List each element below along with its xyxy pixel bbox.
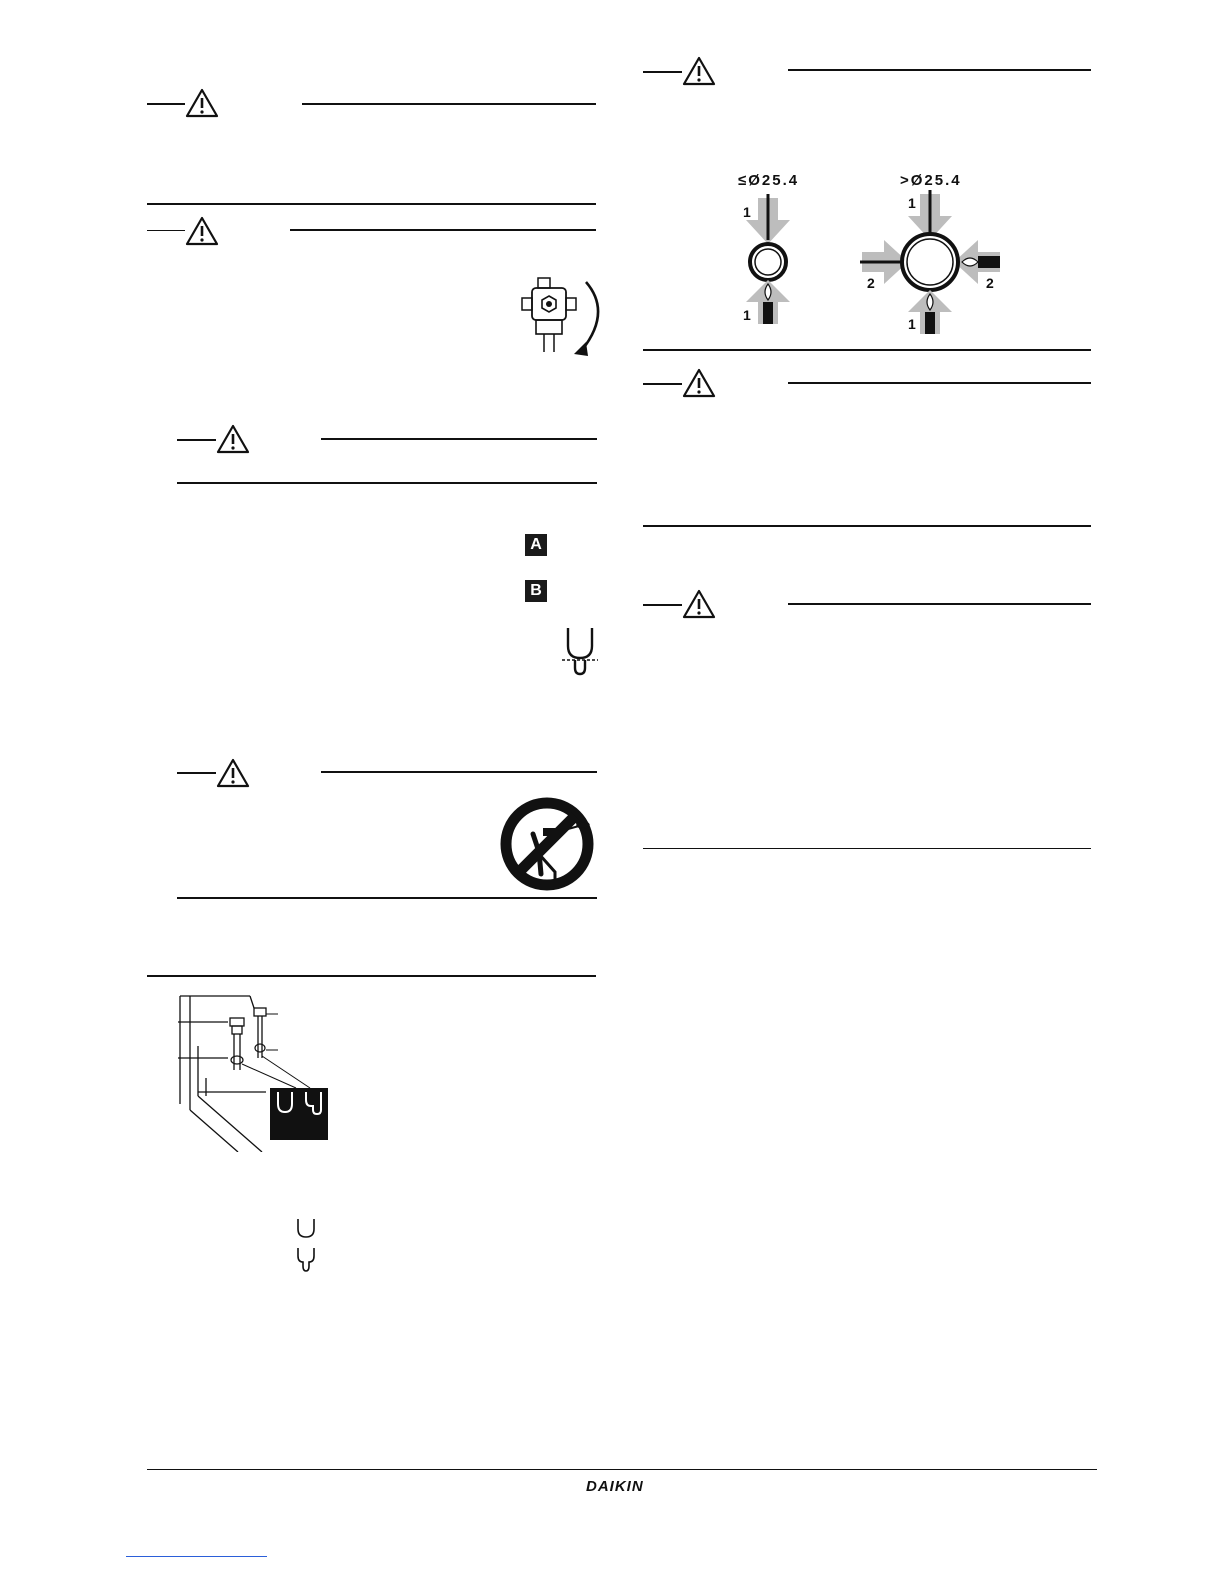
warning-rule-left (147, 103, 185, 105)
warning-icon (185, 216, 219, 246)
piping-installation-figure (178, 992, 334, 1152)
daikin-logo: DAIKIN (586, 1478, 644, 1495)
section-divider (643, 349, 1091, 351)
trap-bend-small-icon (294, 1246, 318, 1274)
warning-rule-right (321, 438, 597, 440)
warning-rule-right (788, 603, 1091, 605)
large-pipe-number-right: 2 (986, 275, 994, 291)
warning-icon (682, 368, 716, 398)
sub-section-divider (177, 897, 597, 899)
warning-rule-right (321, 771, 597, 773)
large-pipe-welding-figure (858, 190, 1004, 336)
section-divider (147, 975, 596, 977)
large-pipe-number-top: 1 (908, 195, 916, 211)
sub-section-divider (177, 482, 597, 484)
large-pipe-number-bottom: 1 (908, 316, 916, 332)
small-pipe-number-bottom: 1 (743, 307, 751, 323)
warning-rule-right (290, 229, 596, 231)
trap-bend-icon (294, 1217, 318, 1241)
section-divider (643, 848, 1091, 849)
stop-valve-figure (520, 276, 610, 358)
warning-rule-right (302, 103, 596, 105)
footer-rule (147, 1469, 1097, 1470)
warning-icon (216, 758, 250, 788)
label-b-badge: B (525, 580, 547, 602)
label-a-badge: A (525, 534, 547, 556)
no-torch-prohibition-icon (499, 796, 595, 892)
section-divider (643, 525, 1091, 527)
small-pipe-number-top: 1 (743, 204, 751, 220)
pipe-bend-icon (560, 624, 600, 676)
small-pipe-diameter-label: ≤Ø25.4 (738, 172, 800, 189)
warning-icon (682, 589, 716, 619)
warning-icon (216, 424, 250, 454)
warning-rule-left (643, 71, 682, 73)
warning-rule-left (177, 439, 216, 441)
large-pipe-diameter-label: >Ø25.4 (900, 172, 962, 189)
warning-rule-right (788, 382, 1091, 384)
warning-icon (185, 88, 219, 118)
warning-rule-left (643, 383, 682, 385)
section-divider (147, 203, 596, 205)
warning-rule-left (147, 230, 185, 231)
warning-icon (682, 56, 716, 86)
warning-rule-right (788, 69, 1091, 71)
warning-rule-left (643, 604, 682, 606)
large-pipe-number-left: 2 (867, 275, 875, 291)
warning-rule-left (177, 772, 216, 774)
footer-link-underline (126, 1556, 267, 1557)
